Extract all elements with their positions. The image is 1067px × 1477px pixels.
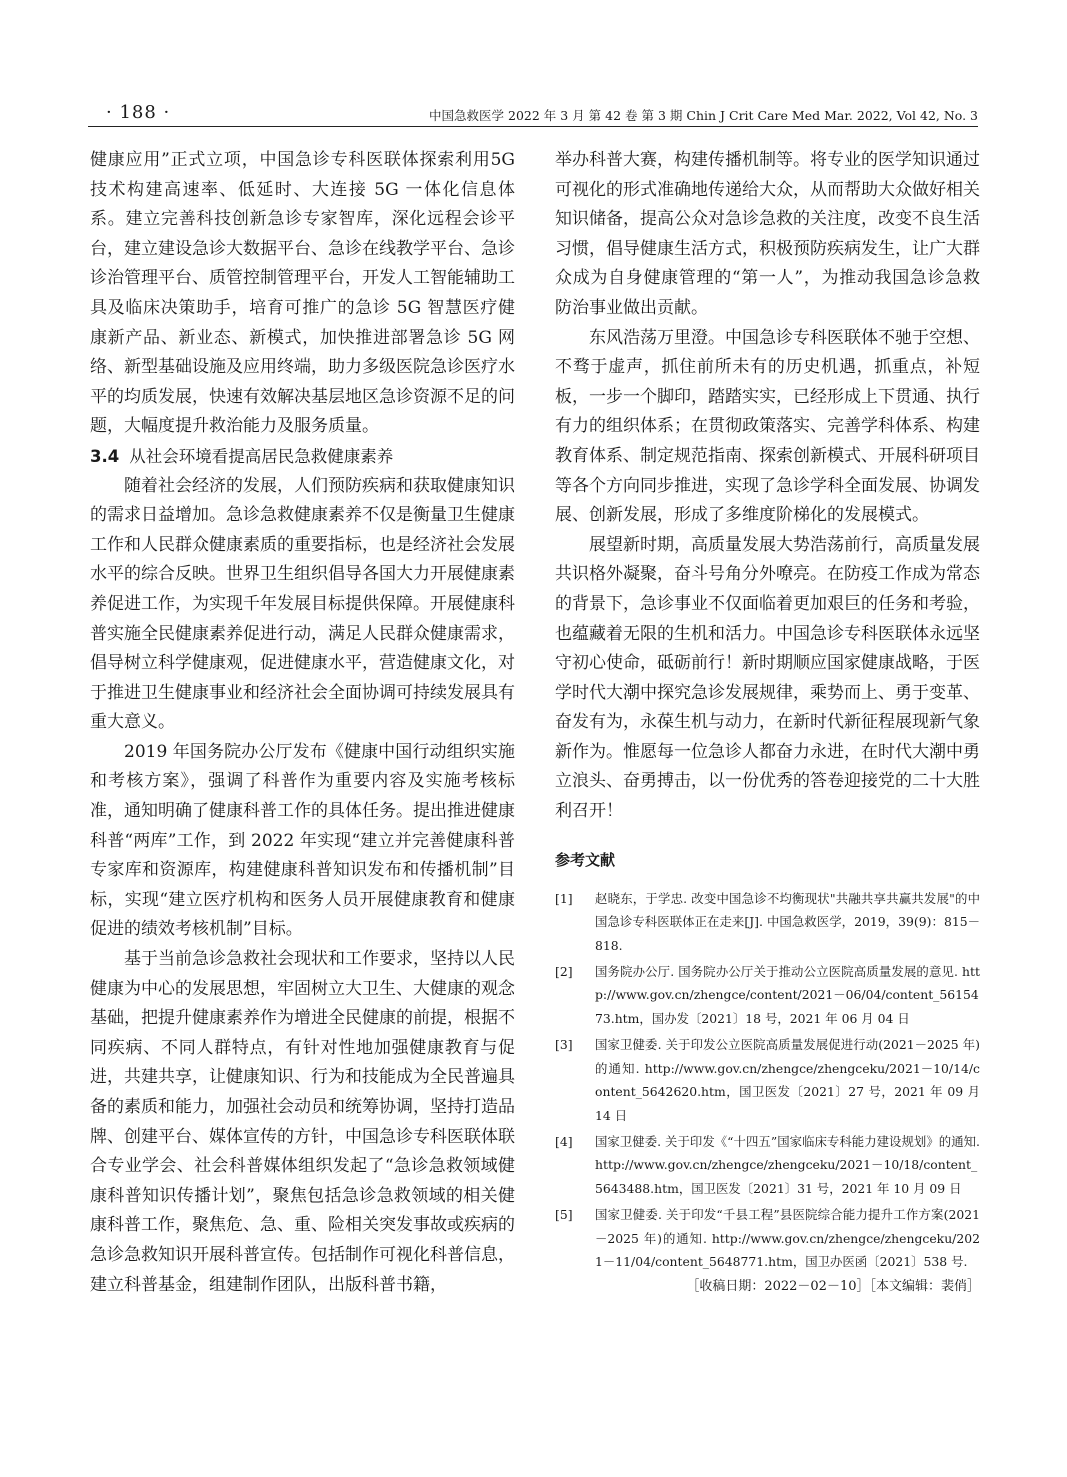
paragraph: 基于当前急诊急救社会现状和工作要求，坚持以人民健康为中心的发展思想，牢固树立大卫生、大健康的观念基础，把提升健康素养作为增进全民健康的前提，根据不同疾病、不同人群特点，有针对性地加强健康教育与促进，共建共享，让健康知识、行为和技能成为全民普遍具备的素质和能力，加强社会动员和统筹协调，坚持打造品牌、创建平台、媒体宣传的方针，中国急诊专科医联体联合专业学会、社会科普媒体组织发起了“急诊急救领域健康科普知识传播计划”，聚焦包括急诊急救领域的相关健康科普工作，聚焦危、急、重、险相关突发事故或疾病的急诊急救知识开展科普宣传。包括制作可视化科普信息，建立科普基金，组建制作团队，出版科普书籍， (90, 949, 515, 1295)
reference-index: [3] (555, 1036, 573, 1052)
reference-text: 国务院办公厅. 国务院办公厅关于推动公立医院高质量发展的意见. http://www.gov.cn/zhengce/content/2021－06/04/content_5615473.htm，国办发〔2021〕18 号，2021 年 06 月 04 日 (595, 963, 980, 1027)
reference-item (555, 1130, 980, 1201)
reference-text: 赵晓东，于学忠. 改变中国急诊不均衡现状"共融共享共赢共发展"的中国急诊专科医联体正在走来[J]. 中国急救医学，2019，39(9)：815－818. (595, 890, 980, 954)
paragraph: 随着社会经济的发展，人们预防疾病和获取健康知识的需求日益增加。急诊急救健康素养不仅是衡量卫生健康工作和人民群众健康素质的重要指标，也是经济社会发展水平的综合反映。世界卫生组织倡导各国大力开展健康素养促进工作，为实现千年发展目标提供保障。开展健康科普实施全民健康素养促进行动，满足人民群众健康需求，倡导树立科学健康观，促进健康水平，营造健康文化，对于推进卫生健康事业和经济社会全面协调可持续发展具有重大意义。 (90, 475, 515, 733)
reference-text: 国家卫健委. 关于印发“千县工程”县医院综合能力提升工作方案(2021－2025 年)的通知. http://www.gov.cn/zhengce/zhengceku/2021－11/04/content_5648771.htm，国卫办医函〔2021〕538 号. (595, 1206, 980, 1270)
paragraph-continued: 举办科普大赛，构建传播机制等。将专业的医学知识通过可视化的形式准确地传递给大众，从而帮助大众做好相关知识储备，提高公众对急诊急救的关注度，改变不良生活习惯，倡导健康生活方式，积极预防疾病发生，让广大群众成为自身健康管理的“第一人”，为推动我国急诊急救防治事业做出贡献。 (555, 150, 980, 318)
reference-index: [2] (555, 963, 573, 979)
left-column (90, 146, 515, 1300)
paragraph: 东风浩荡万里澄。中国急诊专科医联体不驰于空想、不骛于虚声，抓住前所未有的历史机遇，抓重点，补短板，一步一个脚印，踏踏实实，已经形成上下贯通、执行有力的组织体系；在贯彻政策落实、完善学科体系、构建教育体系、制定规范指南、探索创新模式、开展科研项目等各个方向同步推进，实现了急诊学科全面发展、协调发展、创新发展，形成了多维度阶梯化的发展模式。 (555, 327, 980, 526)
received-date-note: ［收稿日期：2022－02－10］［本文编辑：裴俏］ (686, 1278, 980, 1294)
running-header (88, 100, 978, 127)
section-heading (90, 442, 515, 472)
reference-item (555, 887, 980, 958)
page-number: · 188 · (106, 102, 171, 123)
reference-text: 国家卫健委. 关于印发公立医院高质量发展促进行动(2021－2025 年)的通知. http://www.gov.cn/zhengce/zhengceku/2021－10/14/content_5642620.htm，国卫医发〔2021〕27 号，2021 年 09 月 14 日 (595, 1036, 980, 1123)
paragraph: 展望新时期，高质量发展大势浩荡前行，高质量发展共识格外凝聚，奋斗号角分外嘹亮。在防疫工作成为常态的背景下，急诊事业不仅面临着更加艰巨的任务和考验，也蕴藏着无限的生机和活力。中国急诊专科医联体永远坚守初心使命，砥砺前行！新时期顺应国家健康战略，于医学时代大潮中探究急诊发展规律，乘势而上、勇于变革、奋发有为，永葆生机与动力，在新时代新征程展现新气象新作为。惟愿每一位急诊人都奋力永进，在时代大潮中勇立浪头、奋勇搏击，以一份优秀的答卷迎接党的二十大胜利召开！ (555, 534, 980, 822)
section-title: 从社会环境看提高居民急救健康素养 (129, 446, 394, 466)
paragraph-continued: 健康应用”正式立项，中国急诊专科医联体探索利用5G 技术构建高速率、低延时、大连接 5G 一体化信息体系。建立完善科技创新急诊专家智库，深化远程会诊平台，建立建设急诊大数据平台、急诊在线教学平台、急诊诊治管理平台、质管控制管理平台，开发人工智能辅助工具及临床决策助手，培育可推广的急诊 5G 智慧医疗健康新产品、新业态、新模式，加快推进部署急诊 5G 网络、新型基础设施及应用终端，助力多级医院急诊医疗水平的均质发展，快速有效解决基层地区急诊资源不足的问题，大幅度提升救治能力及服务质量。 (90, 150, 515, 437)
journal-citation: 中国急救医学 2022 年 3 月 第 42 卷 第 3 期 Chin J Crit Care Med Mar. 2022, Vol 42, No. 3 (429, 108, 978, 123)
references-heading: 参考文献 (555, 850, 616, 869)
reference-item (555, 1033, 980, 1128)
reference-index: [5] (555, 1206, 573, 1222)
section-number: 3.4 (90, 446, 120, 466)
right-column (555, 146, 980, 1298)
reference-index: [1] (555, 890, 573, 906)
reference-item (555, 1203, 980, 1274)
reference-item (555, 960, 980, 1031)
paragraph: 2019 年国务院办公厅发布《健康中国行动组织实施和考核方案》，强调了科普作为重要内容及实施考核标准，通知明确了健康科普工作的具体任务。提出推进健康科普“两库”工作，到 2022 年实现“建立并完善健康科普专家库和资源库，构建健康科普知识发布和传播机制”目标，实现“建立医疗机构和医务人员开展健康教育和健康促进的绩效考核机制”目标。 (90, 741, 515, 940)
reference-text: 国家卫健委. 关于印发《“十四五”国家临床专科能力建设规划》的通知. http://www.gov.cn/zhengce/zhengceku/2021－10/18/content_5643488.htm，国卫医发〔2021〕31 号，2021 年 10 月 09 日 (595, 1133, 980, 1197)
reference-index: [4] (555, 1133, 573, 1149)
reference-list (555, 887, 980, 1274)
